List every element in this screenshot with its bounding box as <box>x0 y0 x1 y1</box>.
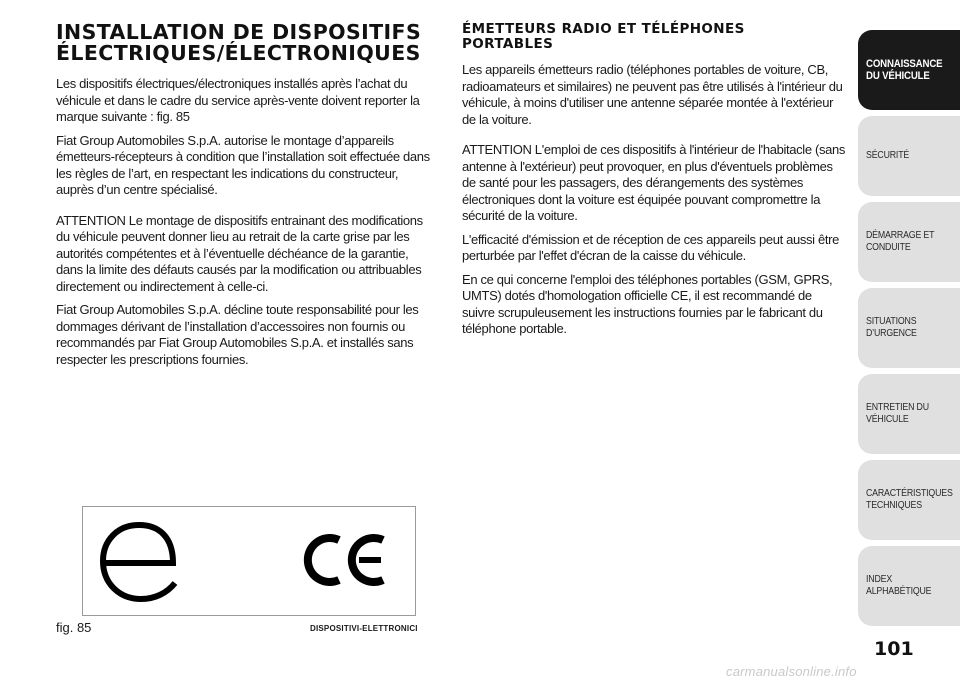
paragraph: Les appareils émetteurs radio (téléphones portables de voiture, CB, radioamateurs et similaires) ne peuvent pas être utilisés à l'intérieur du véhicule, à moins d'utiliser une antenne séparée montée à l'extérieur de la voiture. <box>462 62 843 127</box>
section-title-installation <box>56 22 438 64</box>
watermark: carmanualsonline.info <box>726 664 857 679</box>
title-line-2: ÉLECTRIQUES/ÉLECTRONIQUES <box>56 41 421 65</box>
tab-connaissance-vehicule[interactable] <box>858 30 960 110</box>
figure-symbols <box>83 507 415 615</box>
paragraph: Fiat Group Automobiles S.p.A. décline toute responsabilité pour les dommages dérivant de l’installation d’accessoires non fournis ou recommandés par Fiat Group Automobiles S.p.A. et installés sans respecter les prescriptions fournies. <box>56 302 419 367</box>
tab-label: ENTRETIEN DU VÉHICULE <box>866 402 929 425</box>
warning-paragraph: ATTENTION L'emploi de ces dispositifs à l'intérieur de l'habitacle (sans antenne à l'extérieur) peut provoquer, en plus d'éventuels problèmes de santé pour les passagers, des dérangements des systèmes électroniques dont la voiture est équipée pouvant compromettre la sécurité de la voiture. <box>462 142 846 223</box>
tab-caracteristiques-techniques[interactable] <box>858 460 960 540</box>
tab-index-alphabetique[interactable] <box>858 546 960 626</box>
title-line-1: ÉMETTEURS RADIO ET TÉLÉPHONES <box>462 21 745 37</box>
title-line-2: PORTABLES <box>462 36 554 52</box>
tab-label: INDEX ALPHABÉTIQUE <box>866 574 932 597</box>
paragraph: En ce qui concerne l'emploi des téléphones portables (GSM, GPRS, UMTS) dotés d'homologation officielle CE, il est recommandé de suivre scrupuleusement les instructions fournies par le fabricant du téléphone portable. <box>462 271 833 336</box>
tab-label: DÉMARRAGE ET CONDUITE <box>866 230 935 253</box>
tab-entretien-vehicule[interactable] <box>858 374 960 454</box>
warning-paragraph: ATTENTION Le montage de dispositifs entrainant des modifications du véhicule peuvent donner lieu au retrait de la carte grise par les autorités compétentes et à l’éventuelle déchéance de la garantie, dans la limite des défauts causés par la modification ou attribuables directement ou indirectement à celle-ci. <box>56 212 423 294</box>
tab-label: CONNAISSANCE DU VÉHICULE <box>866 58 943 82</box>
paragraph: Fiat Group Automobiles S.p.A. autorise le montage d’appareils émetteurs-récepteurs à condition que l’installation soit effectuée dans les règles de l’art, en respectant les indications du constructeur, auprès d’un centre spécialisé. <box>56 132 430 197</box>
page-number: 101 <box>874 638 914 660</box>
section-title-emetteurs <box>462 22 846 52</box>
tab-situations-urgence[interactable] <box>858 288 960 368</box>
paragraph: L'efficacité d'émission et de réception de ces appareils peut aussi être perturbée par l'effet d'écran de la caisse du véhicule. <box>462 231 839 263</box>
tab-label: SITUATIONS D’URGENCE <box>866 316 917 339</box>
figure-85 <box>82 506 416 616</box>
figure-code: DISPOSITIVI-ELETTRONICI <box>310 624 418 633</box>
tab-label: CARACTÉRISTIQUES TECHNIQUES <box>866 488 953 511</box>
tab-demarrage-conduite[interactable] <box>858 202 960 282</box>
title-line-1: INSTALLATION DE DISPOSITIFS <box>56 20 422 44</box>
left-column <box>56 22 438 375</box>
tab-securite[interactable] <box>858 116 960 196</box>
e-mark-icon <box>103 525 175 599</box>
tab-label: SÉCURITÉ <box>866 150 910 161</box>
paragraph: Les dispositifs électriques/électroniques installés après l’achat du véhicule et dans le cadre du service après-vente doivent reporter la marque suivante : fig. 85 <box>56 76 420 124</box>
figure-caption: fig. 85 <box>56 620 92 635</box>
ce-mark-icon <box>308 538 383 582</box>
right-column <box>462 22 846 345</box>
